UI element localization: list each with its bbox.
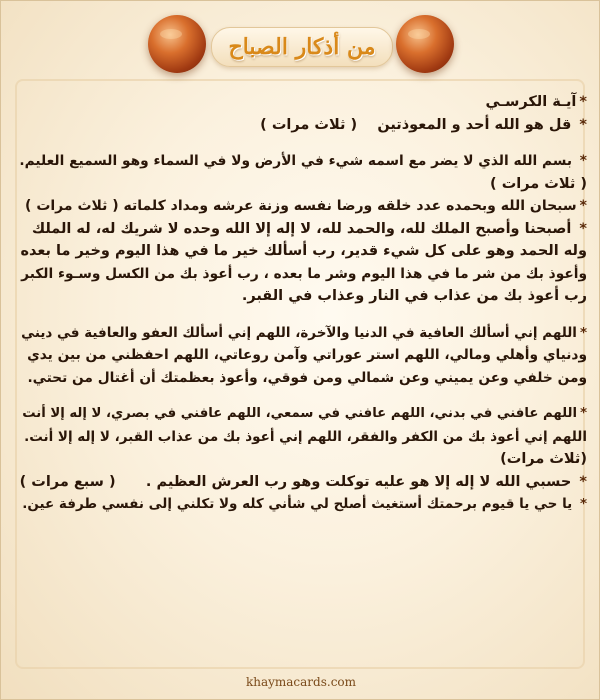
bullet-icon: * (579, 116, 587, 133)
title-banner (211, 27, 393, 67)
dhikr-text: آيـة الكرسـي (485, 94, 577, 110)
dhikr-text: يا حي يا قيوم برحمتك أستغيث أصلح لي شأني كله ولا تكلني إلى نفسي طرفة عين. (22, 496, 573, 512)
header (1, 9, 600, 79)
planet-left-icon (148, 15, 206, 73)
dhikr-text: اللهم إني أسألك العافية في الدنيا والآخرة، اللهم إني أسألك العفو والعافية في ديني (21, 324, 577, 341)
dhikr-afini-repeat (19, 448, 587, 471)
repeat-count: ( ثلاث مرات ) (490, 175, 587, 192)
dhikr-text: أصبحنا وأصبح الملك لله، والحمد لله، لا إله إلا الله وحده لا شريك له، له الملك (31, 220, 572, 237)
page-title: من أذكار الصباح (228, 34, 376, 60)
dhikr-asbahna-2 (19, 240, 587, 263)
dhikr-asbahna-3 (19, 263, 587, 286)
footer-site: khaymacards.com (245, 675, 357, 689)
bullet-icon: * (579, 153, 587, 169)
bullet-icon: * (580, 406, 587, 421)
dhikr-bismillah-repeat (19, 173, 587, 196)
dhikr-text: وأعوذ بك من شر ما في هذا اليوم وشر ما بعده ، رب أعوذ بك من الكسل وسـوء الكبر (21, 265, 587, 282)
dhikr-afiya (19, 322, 587, 345)
dhikr-text: ودنياي وأهلي ومالي، اللهم استر عوراتي وآمن روعاتي، اللهم احفظني من بين يدي (27, 347, 587, 363)
bullet-icon: * (579, 198, 587, 214)
dhikr-afiya-2 (19, 344, 587, 367)
dhikr-bismillah (19, 150, 587, 173)
bullet-icon: * (579, 324, 587, 341)
dhikr-ya-hayy (19, 493, 587, 516)
repeat-count: (ثلاث مرات) (500, 451, 587, 467)
dhikr-text: ومن خلفي وعن يميني وعن شمالي ومن فوقي، وأعوذ بعظمتك أن أغتال من تحتي. (27, 369, 587, 386)
dhikr-afini (19, 403, 587, 426)
dhikr-text: سبحان الله وبحمده عدد خلقه ورضا نفسه وزنة عرشه ومداد كلماته (123, 198, 577, 214)
dhikr-afiya-3 (19, 367, 587, 390)
bullet-icon: * (579, 94, 587, 110)
repeat-count: ( ثلاث مرات ) (25, 198, 119, 214)
dhikr-text: وله الحمد وهو على كل شيء قدير، رب أسألك خير ما في هذا اليوم وخير ما بعده (20, 243, 587, 259)
dhikr-ayat-kursi (19, 91, 587, 114)
bullet-icon: * (579, 496, 587, 512)
dhikr-text: اللهم إني أعوذ بك من الكفر والفقر، اللهم إني أعوذ بك من عذاب القبر، لا إله إلا أنت. (24, 428, 587, 445)
dhikr-ikhlas (19, 114, 587, 137)
dhikr-asbahna-4 (19, 285, 587, 308)
dhikr-asbahna (19, 218, 587, 241)
repeat-count: ( سبع مرات ) (19, 473, 116, 490)
dhikr-text: بسم الله الذي لا يضر مع اسمه شيء في الأرض ولا في السماء وهو السميع العليم. (19, 153, 572, 169)
dhikr-subhanallah (19, 195, 587, 218)
bullet-icon: * (579, 220, 587, 237)
adhkar-text (19, 91, 587, 516)
dhikr-hasbiyallah (19, 471, 587, 494)
dhikr-text: رب أعوذ بك من عذاب في النار وعذاب في القبر. (241, 288, 587, 304)
planet-right-icon (396, 15, 454, 73)
dhikr-text: حسبي الله لا إله إلا هو عليه توكلت وهو رب العرش العظيم . (145, 473, 572, 490)
dhikr-afini-2 (19, 426, 587, 449)
dhikr-text: قل هو الله أحد و المعوذتين (377, 116, 572, 133)
bullet-icon: * (579, 473, 587, 490)
dhikr-text: اللهم عافني في بدني، اللهم عافني في سمعي، اللهم عافني في بصري، لا إله إلا أنت (22, 406, 578, 421)
repeat-count: ( ثلاث مرات ) (260, 116, 358, 133)
